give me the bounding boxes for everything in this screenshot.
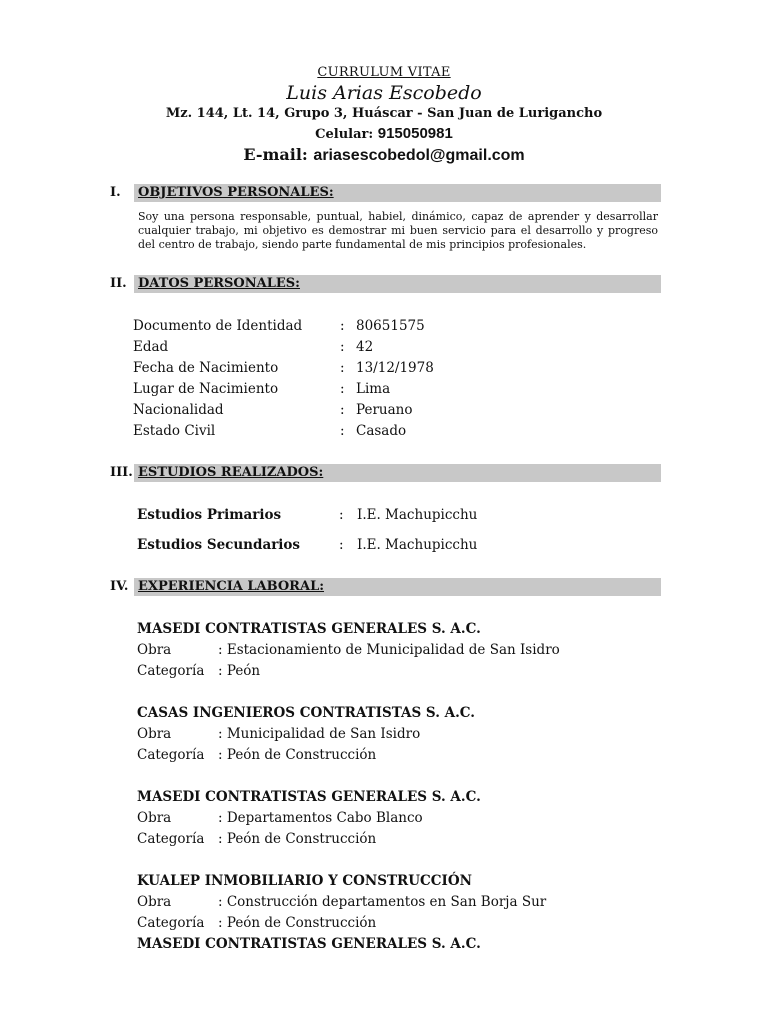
study-value: I.E. Machupicchu bbox=[357, 507, 478, 523]
job-company: CASAS INGENIEROS CONTRATISTAS S. A.C. bbox=[137, 705, 475, 721]
phone-line bbox=[0, 125, 768, 142]
document-title: CURRULUM VITAE bbox=[317, 65, 451, 80]
job-category-value: : Peón bbox=[218, 663, 261, 679]
field-separator: : bbox=[340, 339, 345, 355]
section-number: III. bbox=[110, 465, 133, 480]
email-line bbox=[0, 145, 768, 165]
field-label: Lugar de Nacimiento bbox=[133, 381, 279, 397]
job-category-value: : Peón de Construcción bbox=[218, 915, 377, 931]
section-header-experience bbox=[110, 578, 661, 596]
section-title: ESTUDIOS REALIZADOS: bbox=[138, 465, 324, 480]
section-title: EXPERIENCIA LABORAL: bbox=[138, 579, 325, 594]
field-value: Lima bbox=[356, 381, 391, 397]
job-work-value: : Construcción departamentos en San Borja Sur bbox=[218, 894, 547, 910]
field-separator: : bbox=[340, 423, 345, 439]
section-number: I. bbox=[110, 185, 121, 200]
job-category-value: : Peón de Construcción bbox=[218, 831, 377, 847]
job-category-label: Categoría bbox=[137, 663, 205, 679]
study-label: Estudios Secundarios bbox=[137, 537, 301, 553]
field-separator: : bbox=[340, 381, 345, 397]
field-separator: : bbox=[340, 402, 345, 418]
job-work-label: Obra bbox=[137, 726, 172, 742]
field-label: Fecha de Nacimiento bbox=[133, 360, 279, 376]
field-separator: : bbox=[340, 318, 345, 334]
field-value: 80651575 bbox=[356, 318, 425, 334]
job-company: KUALEP INMOBILIARIO Y CONSTRUCCIÓN bbox=[137, 873, 472, 889]
study-separator: : bbox=[339, 507, 344, 523]
field-label: Documento de Identidad bbox=[133, 318, 303, 334]
job-category-label: Categoría bbox=[137, 747, 205, 763]
phone-label: Celular: bbox=[315, 127, 374, 142]
section-header-personal-data bbox=[110, 275, 661, 293]
phone-number: 915050981 bbox=[377, 125, 453, 142]
study-label: Estudios Primarios bbox=[137, 507, 282, 523]
section-number: II. bbox=[110, 276, 127, 291]
email-label: E-mail: bbox=[243, 145, 308, 164]
field-value: 13/12/1978 bbox=[356, 360, 434, 376]
job-company: MASEDI CONTRATISTAS GENERALES S. A.C. bbox=[137, 789, 481, 805]
section-number: IV. bbox=[110, 579, 129, 594]
job-work-value: : Municipalidad de San Isidro bbox=[218, 726, 421, 742]
job-category-label: Categoría bbox=[137, 915, 205, 931]
job-company: MASEDI CONTRATISTAS GENERALES S. A.C. bbox=[137, 936, 481, 952]
field-separator: : bbox=[340, 360, 345, 376]
field-value: Casado bbox=[356, 423, 407, 439]
field-value: Peruano bbox=[356, 402, 413, 418]
objective-paragraph: Soy una persona responsable, puntual, habiel, dinámico, capaz de aprender y desarrollar cualquier trabajo, mi objetivo es demostrar mi buen servicio para el desarrollo y progreso del centro de trabajo, siendo parte fundamental de mis principios profesionales. bbox=[138, 210, 658, 251]
field-label: Edad bbox=[133, 339, 169, 355]
job-category-value: : Peón de Construcción bbox=[218, 747, 377, 763]
study-value: I.E. Machupicchu bbox=[357, 537, 478, 553]
field-value: 42 bbox=[356, 339, 374, 355]
section-header-objectives bbox=[110, 184, 661, 202]
job-work-label: Obra bbox=[137, 894, 172, 910]
email-address: ariasescobedol@gmail.com bbox=[313, 147, 525, 164]
study-separator: : bbox=[339, 537, 344, 553]
job-work-label: Obra bbox=[137, 642, 172, 658]
section-header-studies bbox=[110, 464, 661, 482]
section-title: DATOS PERSONALES: bbox=[138, 276, 300, 291]
job-work-value: : Estacionamiento de Municipalidad de San Isidro bbox=[218, 642, 560, 658]
field-label: Nacionalidad bbox=[133, 402, 224, 418]
candidate-name: Luis Arias Escobedo bbox=[286, 82, 482, 104]
section-title: OBJETIVOS PERSONALES: bbox=[138, 185, 334, 200]
job-company: MASEDI CONTRATISTAS GENERALES S. A.C. bbox=[137, 621, 481, 637]
field-label: Estado Civil bbox=[133, 423, 216, 439]
address-line: Mz. 144, Lt. 14, Grupo 3, Huáscar - San Juan de Lurigancho bbox=[165, 106, 603, 121]
job-category-label: Categoría bbox=[137, 831, 205, 847]
job-work-label: Obra bbox=[137, 810, 172, 826]
job-work-value: : Departamentos Cabo Blanco bbox=[218, 810, 423, 826]
